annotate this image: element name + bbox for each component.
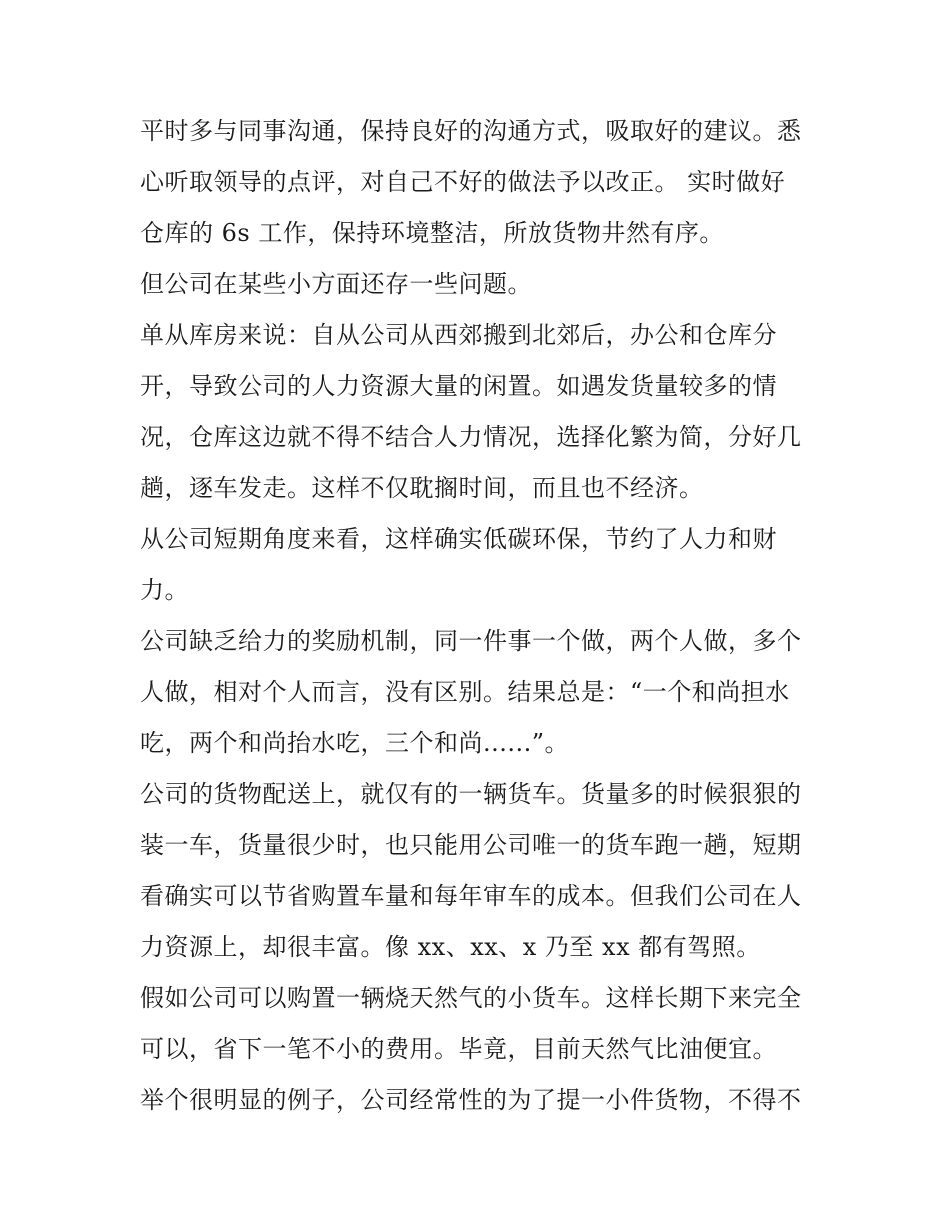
text-line: 举个很明显的例子，公司经常性的为了提一小件货物，不得不 (140, 1086, 802, 1114)
text-line: 人做，相对个人而言，没有区别。结果总是：“一个和尚担水 (140, 678, 790, 706)
text-line: 开，导致公司的人力资源大量的闲置。如遇发货量较多的情 (140, 372, 777, 400)
text-line: 假如公司可以购置一辆烧天然气的小货车。这样长期下来完全 (140, 984, 802, 1012)
text-line: 力资源上，却很丰富。像 xx、xx、x 乃至 xx 都有驾照。 (140, 933, 761, 961)
text-line: 平时多与同事沟通，保持良好的沟通方式，吸取好的建议。悉 (140, 117, 802, 145)
text-line: 但公司在某些小方面还存一些问题。 (140, 270, 532, 298)
text-line: 从公司短期角度来看，这样确实低碳环保，节约了人力和财 (140, 525, 777, 553)
text-line: 吃，两个和尚抬水吃，三个和尚......”。 (140, 729, 570, 757)
text-line: 力。 (140, 576, 189, 604)
text-line: 趟，逐车发走。这样不仅耽搁时间，而且也不经济。 (140, 474, 704, 502)
text-line: 装一车，货量很少时，也只能用公司唯一的货车跑一趟，短期 (140, 831, 802, 859)
text-line: 况，仓库这边就不得不结合人力情况，选择化繁为简，分好几 (140, 423, 802, 451)
text-line: 公司缺乏给力的奖励机制，同一件事一个做，两个人做，多个 (140, 627, 802, 655)
text-line: 仓库的 6s 工作，保持环境整洁，所放货物井然有序。 (140, 219, 724, 247)
text-line: 可以，省下一笔不小的费用。毕竟，目前天然气比油便宜。 (140, 1035, 777, 1063)
document-body (140, 106, 820, 1126)
text-line: 心听取领导的点评，对自己不好的做法予以改正。 实时做好 (140, 168, 786, 196)
text-line: 单从库房来说：自从公司从西郊搬到北郊后，办公和仓库分 (140, 321, 777, 349)
text-line: 看确实可以节省购置车量和每年审车的成本。但我们公司在人 (140, 882, 802, 910)
text-line: 公司的货物配送上，就仅有的一辆货车。货量多的时候狠狠的 (140, 780, 802, 808)
